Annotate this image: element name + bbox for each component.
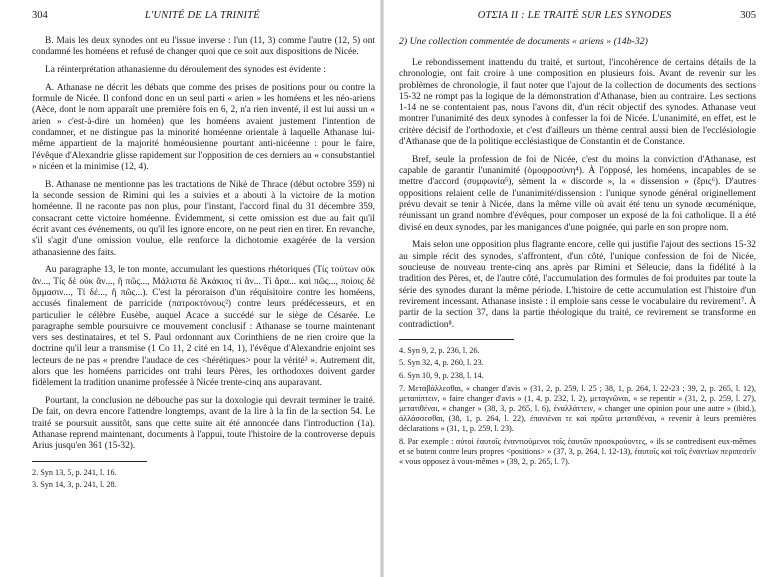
footnote: 4. Syn 9, 2, p. 236, l. 26. [399, 345, 480, 355]
footnote: 6. Syn 10, 9, p. 238, l. 14. [399, 371, 484, 381]
right-page-body [399, 58, 756, 331]
right-page [383, 0, 760, 577]
left-page-body [32, 36, 375, 453]
paragraph: B. Athanase ne mentionne pas les tractations de Nikè de Thrace (début octobre 359) ni la seconde session de Rimini qui les a suivies et a abouti à la victoire de la motion homéenne. Il ne raconte pas non plus, pour l'instant, l'accord final du 31 décembre 359, consacrant cette victoire homéenne. Évidemment, si cette omission est due au fait qu'il écrit avant ces événements, ou qu'il les ignore encore, on ne peut rien en tirer. En revanche, s'il s'agit d'une omission voulue, elle renforce la dichotomie exagérée de la version athanasienne des faits. [32, 179, 375, 258]
footnote: 3. Syn 14, 3, p. 241, l. 28. [32, 480, 117, 490]
footnotes [32, 468, 375, 491]
right-page-header [399, 10, 756, 24]
paragraph: A. Athanase ne décrit les débats que comme des prises de positions pour ou contre la formule de Nicée. Il confond donc en un seul parti « arien » les homéens et les néo-ariens (Aèce, dont le nom apparaît une première fois en 6, 2, n'a rien inventé, il est lui aussi un « arien » c'est-à-dire un homéen) que les homéens avaient justement l'intention de condamner, et ne distingue pas la minorité homéenne orientale à laquelle Athanase lui-même appartient de la majorité homéousienne pourtant anti-nicéenne : pour le faire, l'évêque d'Alexandrie glisse rapidement sur l'opposition de ces derniers au « consubstantiel » nicéen et la minimise (12, 4). [32, 82, 375, 172]
section-heading: 2) Une collection commentée de documents « ariens » (14b-32) [399, 36, 648, 47]
footnote-separator [399, 339, 514, 340]
footnotes [399, 346, 756, 468]
paragraph: Mais selon une opposition plus flagrante encore, celle qui justifie l'ajout des sections 15-32 au simple récit des synodes, s'affrontent, d'un côté, l'unique confession de foi de Nicée, soucieuse de nouveau trente-cinq ans après par Rimini et Séleucie, dans la fidélité à la tradition des Pères, et, de l'autre côté, l'accumulation des formules de foi produites par toute la série des synodes durant la même période. L'histoire de cette accumulation est l'histoire d'un revirement incessant. Athanase insiste : il emploie sans cesse le vocabulaire du revirement⁷. À partir de la section 37, dans la partie théologique du traité, ce revirement se transforme en contradiction⁸. [399, 240, 756, 330]
page-number: 304 [32, 10, 48, 21]
footnote: 5. Syn 32, 4, p. 260, l. 23. [399, 358, 484, 368]
paragraph: Au paragraphe 13, le ton monte, accumulant les questions rhétoriques (Τίς τούτων οὐκ ἄν..., Τίς δὲ οὐκ ἄν..., ἤ πῶς..., Μάλιστα δὲ Ἀκάκιος τί ἄν... Τί ἄρα... καὶ πῶς..., ποίοις δὲ ὄμμασιν..., Τί δέ..., ἢ πῶς...). C'est la péroraison d'un réquisitoire contre les homéens, accusés finalement de parricide (πατροκτόνους²) contre leurs prédécesseurs, et en particulier le célèbre Eusèbe, auquel Acace a succédé sur le siège de Césarée. Le paragraphe semble poursuivre ce mouvement conclusif : Athanase se tourne maintenant vers ses destinataires, et tel S. Paul ordonnant aux Corinthiens de ne rien croire que la doctrine qu'il leur a transmise (1 Co 11, 2 cité en 14, 1), l'évêque d'Alexandrie enjoint ses lecteurs de ne pas « prendre l'audace de ces <hérétiques> pour la vérité³ ». Autrement dit, alors que les homéens parricides ont trahi leurs Pères, les orthodoxes doivent garder fidèlement la tradition unanime professée à Nicée trente-cinq ans auparavant. [32, 265, 375, 389]
paragraph: La réinterprétation athanasienne du déroulement des synodes est évidente : [45, 65, 326, 76]
page-number: 305 [740, 10, 756, 21]
left-page-header [32, 10, 375, 24]
footnote: 7. Μεταβάλλεσθαι, « changer d'avis » (31, 2, p. 259, l. 25 ; 38, 1, p. 264, l. 22-23 ; 39, 2, p. 265, l. 12), μεταπίπτειν, « faire changer d'avis » (1, 4, p. 232, l. 2), μεταγνῶναι, « se repentir » (31, 2, p. 259, l. 27), μετατιθέναι, « changer » (38, 3, p. 265, l. 6), ἐναλλάττειν, « changer une opinion pour une autre » (ibid.), ἀλλάσσεσθαι, (38, 1, p. 264, l. 22), ἐπανιέναι τε καὶ πρῶτα μετατιθέναι, « revenir à leurs premières déclarations » (31, 1, p. 259, l. 23). [399, 383, 756, 434]
footnote-separator [32, 461, 147, 462]
footnote: 2. Syn 13, 5, p. 241, l. 16. [32, 467, 117, 477]
running-title: L'UNITÉ DE LA TRINITÉ [144, 10, 260, 21]
paragraph: Pourtant, la conclusion ne débouche pas sur la doxologie qui devrait terminer le traité. De fait, on devra encore l'attendre longtemps, avant de la lire à la fin de la section 54. Le traité se poursuit aussitôt, sans que cette suite ait été annoncée dans l'introduction (1a). Athanase reprend maintenant, documents à l'appui, toute l'histoire de la controverse depuis Arius jusqu'en 361 (15-32). [32, 396, 375, 452]
running-title: ΟΤΣΙΑ II : LE TRAITÉ SUR LES SYNODES [477, 10, 672, 21]
paragraph: B. Mais les deux synodes ont eu l'issue inverse : l'un (11, 3) comme l'autre (12, 5) ont condamné les homéens et refusé de changer quoi que ce soit aux dispositions de Nicée. [32, 36, 375, 58]
footnote: 8. Par exemple : αὐτοὶ ἑαυτοῖς ἐναντιούμενοι τοῖς ἑαυτῶν προσκρούοντες, « ils se contredisent eux-mêmes et se butent contre leurs propres <positions> » (37, 3, p. 264, l. 12-13), ἑαυτοῖς καὶ τοῖς ἐναντίων περιπεσεῖν « vous opposez à vous-mêmes » (39, 2, p. 265, l. 7). [399, 437, 756, 467]
paragraph: Bref, seule la profession de foi de Nicée, c'est du moins la conviction d'Athanase, est capable de garantir l'unanimité (ὁμοφροσύνη⁴). À l'opposé, les homéens, incapables de se mettre d'accord (συμφωνία⁵), sèment la « discorde », la « dissension » (ἔρις⁶). D'autres oppositions relaient celle de l'unanimité/dissension : l'unique synode général originellement prévu devait se tenir à Nicée, dans la même ville où avait été tenu un synode œcuménique, réunissant un grand nombre d'évêques, pour composer un exposé de la foi catholique. Il a été divisé en deux synodes, par les manigances d'une poignée, qui parle en son propre nom. [399, 154, 756, 233]
paragraph: Le rebondissement inattendu du traité, et surtout, l'incohérence de certains détails de la chronologie, ont fait croire à une composition en plusieurs fois. Avant de revenir sur les problèmes de chronologie, il faut noter que l'ajout de la collection de documents des sections 15-32 ne rompt pas la logique de la démonstration d'Athanase, bien au contraire. Les sections 1-14 ne se contentaient pas, nous l'avons dit, d'un récit objectif des synodes. Athanase veut montrer l'unanimité des deux synodes à confesser la foi de Nicée. L'unanimité, en effet, est le critère décisif de l'orthodoxie, et c'est d'ailleurs un thème central aussi bien de l'ecclésiologie d'Athanase que de la politique ecclésiastique de Constantin et de Constance. [399, 58, 756, 148]
